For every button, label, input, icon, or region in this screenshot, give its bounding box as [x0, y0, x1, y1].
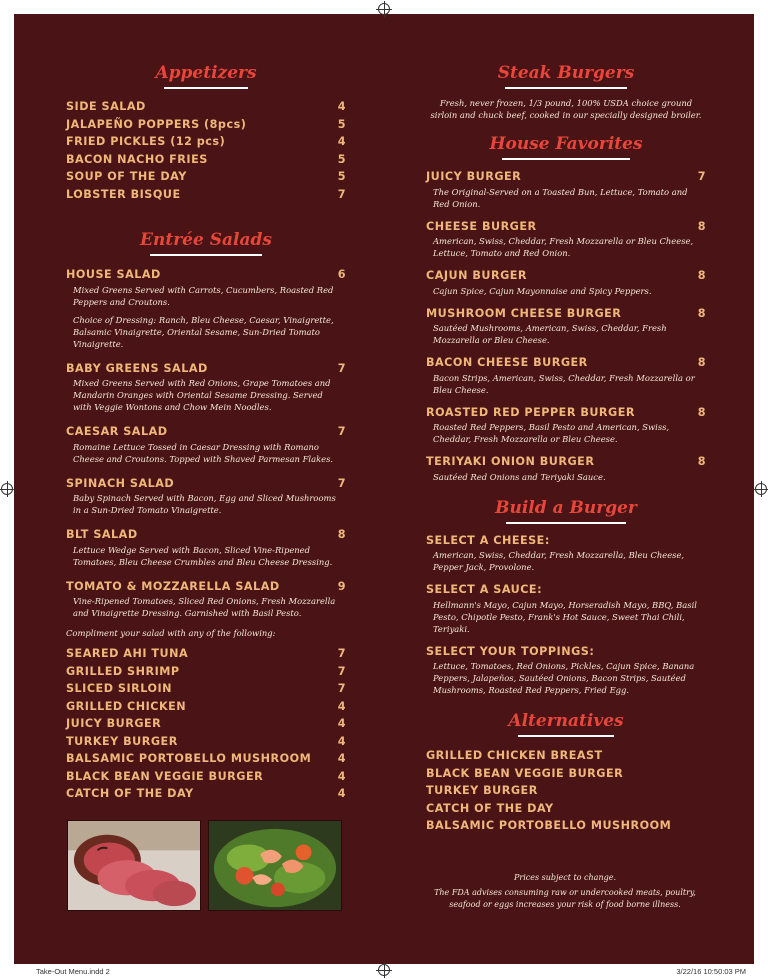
burger-entry [426, 354, 706, 396]
salad-entry [66, 360, 346, 414]
salad-entry [66, 475, 346, 517]
item-name: CAJUN BURGER [426, 269, 528, 282]
item-price: 8 [697, 219, 706, 233]
seared-tuna-photo [67, 820, 201, 911]
item-price: 8 [697, 306, 706, 320]
item-name: BALSAMIC PORTOBELLO MUSHROOM [66, 752, 312, 765]
fine-print [430, 872, 700, 911]
menu-item [66, 663, 346, 681]
item-description: Mixed Greens Served with Carrots, Cucumbers, Roasted Red Peppers and Croutons. [73, 284, 334, 307]
menu-item [426, 267, 706, 285]
item-name: CHEESE BURGER [426, 219, 537, 233]
grilled-shrimp-salad-photo [208, 820, 342, 911]
section-title: House Favorites [489, 134, 643, 154]
step-title: SELECT YOUR TOPPINGS: [426, 644, 595, 658]
menu-item [66, 475, 346, 493]
build-step [426, 532, 706, 574]
left-column [66, 62, 346, 803]
item-price: 8 [697, 405, 706, 419]
item-description: Romaine Lettuce Tossed in Caesar Dressing with Romano Cheese and Croutons. Topped with Shaved Parmesan Flakes. [73, 441, 334, 464]
item-description: Bacon Strips, American, Swiss, Cheddar, Fresh Mozzarella or Bleu Cheese. [433, 372, 695, 395]
heading-underline [150, 254, 262, 256]
step-options: Hellmann's Mayo, Cajun Mayo, Horseradish Mayo, BBQ, Basil Pesto, Chipotle Pesto, Frank's Hot Sauce, Sweet Thai Chili, Teriyaki. [433, 599, 697, 634]
item-price: 4 [337, 100, 346, 113]
salad-entry [66, 266, 346, 350]
item-description: Lettuce Wedge Served with Bacon, Sliced Vine-Ripened Tomatoes, Bleu Cheese Crumbles and Bleu Cheese Dressing. [73, 544, 333, 567]
item-price: 4 [337, 734, 346, 748]
item-description: The Original-Served on a Toasted Bun, Lettuce, Tomato and Red Onion. [433, 186, 688, 209]
item-price: 4 [337, 787, 346, 800]
build-a-burger-steps [426, 532, 706, 697]
item-price: 7 [337, 361, 346, 375]
menu-item [66, 750, 346, 768]
appetizers-heading [66, 62, 346, 89]
house-favorites-heading [426, 133, 706, 160]
item-name: SIDE SALAD [66, 100, 146, 113]
build-a-burger-heading [426, 497, 706, 524]
item-name: GRILLED CHICKEN [66, 699, 187, 713]
prices-note: Prices subject to change. [514, 873, 616, 882]
item-name: TERIYAKI ONION BURGER [426, 455, 595, 468]
alternative-item: BALSAMIC PORTOBELLO MUSHROOM [426, 819, 672, 832]
section-title: Build a Burger [495, 497, 637, 518]
section-title: Steak Burgers [497, 63, 635, 83]
item-name: SLICED SIRLOIN [66, 682, 172, 695]
item-price: 8 [697, 269, 706, 282]
menu-item [66, 578, 346, 596]
item-name: BACON CHEESE BURGER [426, 356, 588, 369]
heading-underline [502, 158, 630, 160]
menu-item [426, 305, 706, 323]
item-price: 7 [337, 664, 346, 678]
item-price: 4 [337, 699, 346, 713]
alternative-item: GRILLED CHICKEN BREAST [426, 749, 603, 762]
item-name: TOMATO & MOZZARELLA SALAD [66, 579, 280, 593]
menu-item [66, 98, 346, 116]
salad-addons-list [66, 645, 346, 803]
item-name: JUICY BURGER [426, 170, 522, 183]
menu-item [426, 168, 706, 186]
menu-item [426, 354, 706, 372]
item-name: MUSHROOM CHEESE BURGER [426, 306, 622, 320]
build-step [426, 581, 706, 635]
item-name: SEARED AHI TUNA [66, 647, 189, 660]
item-name: SOUP OF THE DAY [66, 170, 187, 183]
burger-entry [426, 453, 706, 483]
heading-underline [506, 522, 626, 524]
menu-item [66, 645, 346, 663]
item-name: ROASTED RED PEPPER BURGER [426, 405, 635, 419]
item-price: 7 [337, 682, 346, 695]
alternative-item: BLACK BEAN VEGGIE BURGER [426, 766, 624, 780]
item-description: Sautéed Mushrooms, American, Swiss, Cheddar, Fresh Mozzarella or Bleu Cheese. [433, 323, 667, 345]
alternative-item: TURKEY BURGER [426, 784, 538, 797]
compliment-note: Compliment your salad with any of the following: [66, 628, 276, 638]
section-title: Entrée Salads [140, 230, 272, 250]
item-description: Roasted Red Peppers, Basil Pesto and American, Swiss, Cheddar, Fresh Mozzarella or Bleu Cheese. [433, 422, 670, 444]
item-description: Cajun Spice, Cajun Mayonnaise and Spicy Peppers. [433, 285, 652, 296]
section-title: Appetizers [155, 63, 257, 83]
steak-burgers-heading [426, 62, 706, 89]
step-options: Lettuce, Tomatoes, Red Onions, Pickles, Cajun Spice, Banana Peppers, Jalapeños, Sautéed Onions, Bacon Strips, Sautéed Mushrooms, Roasted Red Peppers, Fried Egg. [433, 661, 695, 695]
heading-underline [518, 735, 614, 737]
registration-mark-bottom [378, 964, 390, 976]
menu-item [66, 168, 346, 186]
menu-item [66, 133, 346, 151]
menu-item [66, 698, 346, 716]
heading-underline [505, 87, 627, 89]
burger-entry [426, 267, 706, 297]
step-options: American, Swiss, Cheddar, Fresh Mozzarella, Bleu Cheese, Pepper Jack, Provolone. [433, 550, 685, 572]
item-price: 7 [337, 187, 346, 201]
alternatives-list [426, 747, 706, 835]
menu-item [66, 151, 346, 169]
menu-item [66, 768, 346, 786]
item-name: BABY GREENS SALAD [66, 361, 208, 375]
burger-entry [426, 305, 706, 347]
registration-mark-top [378, 3, 390, 15]
item-description: Vine-Ripened Tomatoes, Sliced Red Onions, Fresh Mozzarella and Vinaigrette Dressing. Garnished with Basil Pesto. [73, 596, 336, 618]
item-name: FRIED PICKLES (12 pcs) [66, 135, 226, 148]
entree-salads-list [66, 266, 346, 619]
step-title: SELECT A SAUCE: [426, 583, 543, 596]
item-price: 4 [337, 769, 346, 783]
item-price: 5 [337, 152, 346, 166]
alternative-item: CATCH OF THE DAY [426, 801, 554, 815]
item-description: Sautéed Red Onions and Teriyaki Sauce. [433, 471, 606, 482]
fda-note: The FDA advises consuming raw or undercooked meats, poultry, seafood or eggs increases your risk of food borne illness. [434, 888, 696, 909]
burger-entry [426, 218, 706, 260]
print-slug-timestamp: 3/22/16 10:50:03 PM [676, 967, 746, 976]
heading-underline [164, 87, 248, 89]
menu-item [426, 218, 706, 236]
menu-item [426, 453, 706, 471]
burger-entry [426, 168, 706, 210]
item-price: 4 [337, 752, 346, 765]
burger-entry [426, 404, 706, 446]
item-name: LOBSTER BISQUE [66, 187, 181, 201]
item-name: BACON NACHO FRIES [66, 152, 208, 166]
menu-item [66, 266, 346, 284]
registration-mark-left [1, 483, 13, 495]
menu-item [66, 715, 346, 733]
item-price: 4 [337, 135, 346, 148]
item-name: JALAPEÑO POPPERS (8pcs) [66, 117, 247, 131]
item-name: CATCH OF THE DAY [66, 787, 194, 800]
registration-mark-right [755, 483, 767, 495]
section-title: Alternatives [508, 711, 624, 731]
item-name: TURKEY BURGER [66, 734, 178, 748]
item-price: 6 [337, 268, 346, 281]
menu-item [66, 785, 346, 803]
item-name: HOUSE SALAD [66, 268, 161, 281]
menu-item [66, 680, 346, 698]
item-price: 7 [337, 425, 346, 438]
item-name: SPINACH SALAD [66, 476, 175, 490]
item-price: 8 [697, 455, 706, 468]
item-name: JUICY BURGER [66, 717, 162, 730]
item-price: 7 [337, 476, 346, 490]
item-name: BLACK BEAN VEGGIE BURGER [66, 769, 264, 783]
item-name: GRILLED SHRIMP [66, 664, 180, 678]
step-title: SELECT A CHEESE: [426, 533, 550, 547]
menu-item [66, 526, 346, 544]
item-price: 7 [697, 170, 706, 183]
salad-entry [66, 526, 346, 568]
item-price: 4 [337, 717, 346, 730]
item-description: American, Swiss, Cheddar, Fresh Mozzarella or Bleu Cheese, Lettuce, Tomato and Red Onion. [433, 236, 694, 258]
item-name: CAESAR SALAD [66, 425, 168, 438]
menu-item [66, 360, 346, 378]
print-slug-file: Take-Out Menu.indd 2 [36, 967, 110, 976]
salad-entry [66, 423, 346, 465]
appetizers-list [66, 98, 346, 203]
entree-salads-heading [66, 229, 346, 256]
item-price: 8 [337, 528, 346, 541]
salad-entry [66, 578, 346, 620]
item-price: 7 [337, 647, 346, 660]
item-description: Baby Spinach Served with Bacon, Egg and Sliced Mushrooms in a Sun-Dried Tomato Vinaigrette. [73, 493, 336, 515]
menu-item [66, 116, 346, 134]
menu-item [66, 423, 346, 441]
item-price: 5 [337, 170, 346, 183]
menu-item [66, 733, 346, 751]
item-price: 8 [697, 356, 706, 369]
item-price: 5 [337, 117, 346, 131]
menu-item [426, 404, 706, 422]
alternatives-heading [426, 710, 706, 737]
item-description: Mixed Greens Served with Red Onions, Grape Tomatoes and Mandarin Oranges with Oriental Sesame Dressing. Served with Veggie Wontons and Chow Mein Noodles. [73, 378, 331, 412]
dressing-note: Choice of Dressing: Ranch, Bleu Cheese, Caesar, Vinaigrette, Balsamic Vinaigrette, Oriental Sesame, Sun-Dried Tomato Vinaigrette. [73, 314, 334, 349]
menu-item [66, 186, 346, 204]
item-name: BLT SALAD [66, 528, 138, 541]
item-price: 9 [337, 579, 346, 593]
build-step [426, 643, 706, 697]
house-favorites-list [426, 168, 706, 483]
right-column [426, 62, 706, 835]
steak-burgers-intro: Fresh, never frozen, 1/3 pound, 100% USDA choice ground sirloin and chuck beef, cooked in our specially designed broiler. [430, 98, 702, 120]
